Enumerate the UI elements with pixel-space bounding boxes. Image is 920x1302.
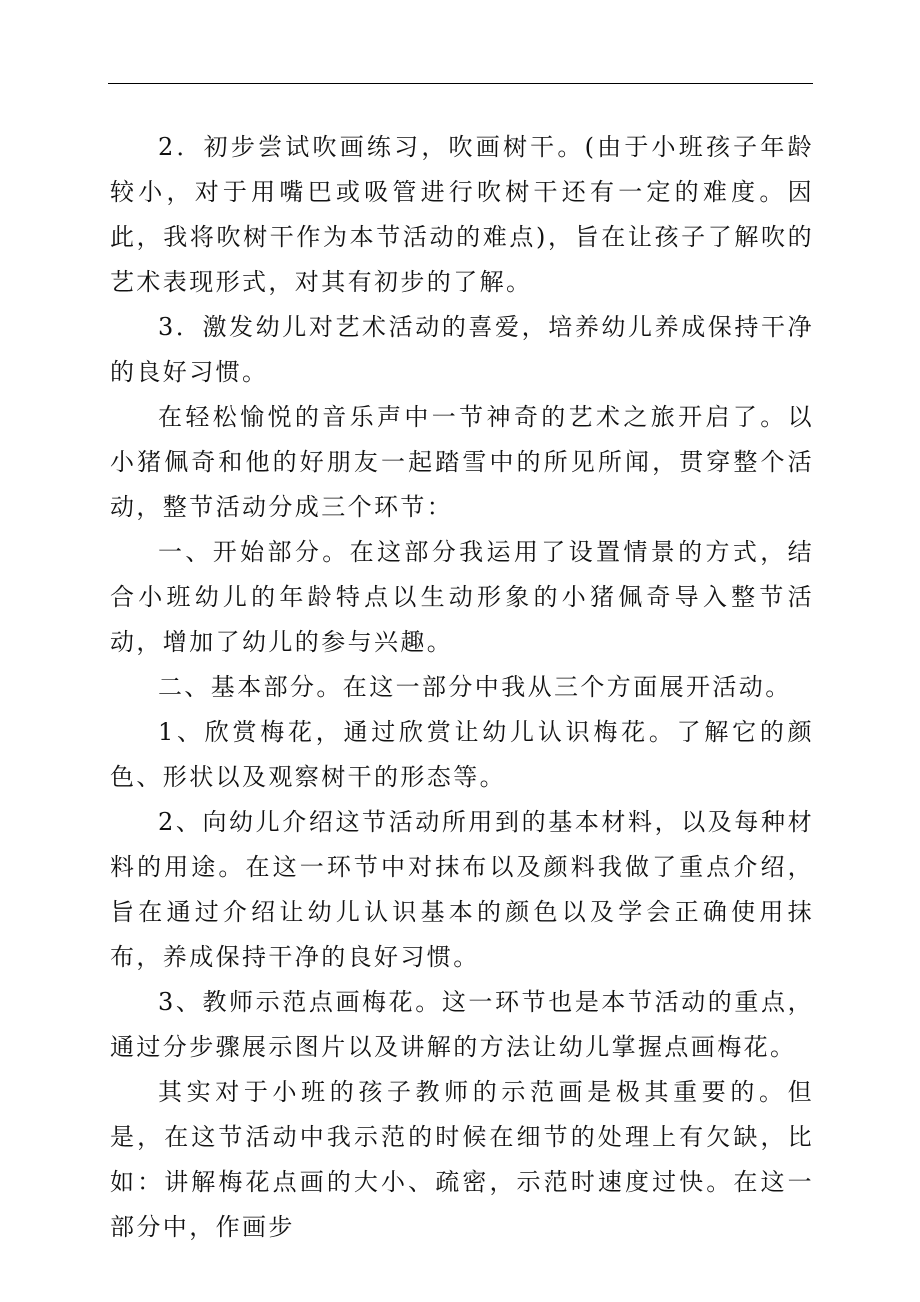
document-body	[110, 125, 814, 1250]
header-rule	[108, 83, 813, 84]
paragraph-step-2: 2．初步尝试吹画练习，吹画树干。(由于小班孩子年龄较小，对于用嘴巴或吸管进行吹树干还有一定的难度。因此，我将吹树干作为本节活动的难点)，旨在让孩子了解吹的艺术表现形式，对其有初步的了解。	[110, 133, 814, 296]
paragraph-intro: 在轻松愉悦的音乐声中一节神奇的艺术之旅开启了。以小猪佩奇和他的好朋友一起踏雪中的所见所闻，贯穿整个活动，整节活动分成三个环节：	[110, 403, 814, 521]
paragraph-part-one: 一、开始部分。在这部分我运用了设置情景的方式，结合小班幼儿的年龄特点以生动形象的小猪佩奇导入整节活动，增加了幼儿的参与兴趣。	[110, 538, 814, 656]
paragraph-item-3: 3、教师示范点画梅花。这一环节也是本节活动的重点，通过分步骤展示图片以及讲解的方法让幼儿掌握点画梅花。	[110, 988, 814, 1061]
paragraph-step-3: 3．激发幼儿对艺术活动的喜爱，培养幼儿养成保持干净的良好习惯。	[110, 313, 814, 386]
paragraph-part-two: 二、基本部分。在这一部分中我从三个方面展开活动。	[158, 673, 792, 701]
paragraph-item-1: 1、欣赏梅花，通过欣赏让幼儿认识梅花。了解它的颜色、形状以及观察树干的形态等。	[110, 718, 814, 791]
paragraph-item-2: 2、向幼儿介绍这节活动所用到的基本材料，以及每种材料的用途。在这一环节中对抹布以及颜料我做了重点介绍，旨在通过介绍让幼儿认识基本的颜色以及学会正确使用抹布，养成保持干净的良好习惯。	[110, 808, 814, 971]
paragraph-reflection: 其实对于小班的孩子教师的示范画是极其重要的。但是，在这节活动中我示范的时候在细节的处理上有欠缺，比如：讲解梅花点画的大小、疏密，示范时速度过快。在这一部分中，作画步	[110, 1078, 814, 1241]
